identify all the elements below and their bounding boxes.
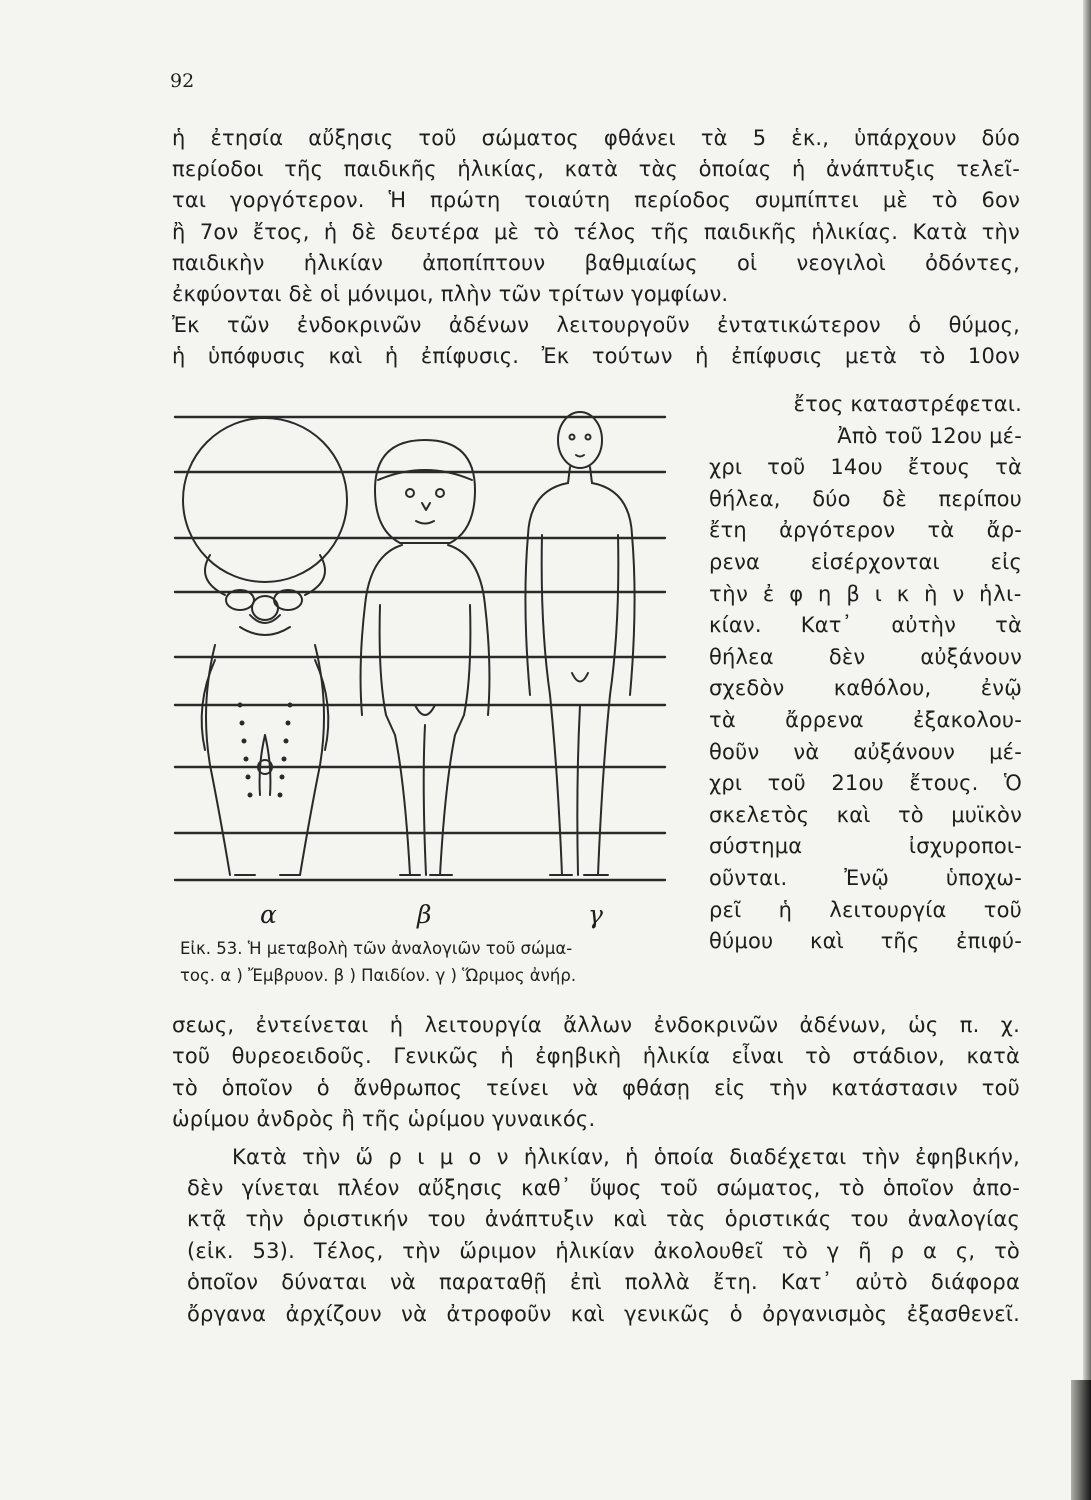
page-number: 92 [170, 70, 195, 92]
page-corner-shadow [1071, 1380, 1091, 1500]
text-line: ἔτη ἀργότερον τὰ ἄρ- [709, 518, 1022, 543]
text-line: χρι τοῦ 14ου ἔτους τὰ [709, 455, 1022, 480]
text-line: χρι τοῦ 21ου ἔτους. Ὁ [709, 771, 1022, 796]
adult-figure [525, 412, 634, 875]
caption-line: Εἰκ. 53. Ἡ μεταβολὴ τῶν ἀναλογιῶν τοῦ σώμα- [180, 939, 573, 958]
bottom-paragraphs [172, 1010, 1020, 1330]
figure-label-b: β [417, 900, 432, 929]
aside-paragraph [709, 389, 1022, 958]
text-line: σχεδὸν καθόλου, ἐνῷ [709, 676, 1022, 701]
text-line: ὡρίμου ἀνδρὸς ἢ τῆς ὡρίμου γυναικός. [172, 1107, 596, 1132]
text-line: δὲν γίνεται πλέον αὔξησις καθ᾽ ὕψος τοῦ σώματος, τὸ ὁποῖον ἀπο- [187, 1176, 1020, 1201]
caption-line: τος. α ) Ἔμβρυον. β ) Παιδίον. γ ) Ὥριμος ἀνήρ. [180, 966, 577, 985]
text-line: σύστημα ἰσχυροποι- [709, 834, 1022, 859]
figure-illustration [170, 405, 690, 945]
text-line: θήλεα δὲν αὐξάνουν [709, 644, 1022, 669]
text-line: ἐκφύονται δὲ οἱ μόνιμοι, πλὴν τῶν τρίτων γομφίων. [172, 282, 729, 307]
figure-label-c: γ [588, 900, 603, 929]
text-line: ἡ ὑπόφυσις καὶ ἡ ἐπίφυσις. Ἐκ τούτων ἡ ἐπίφυσις μετὰ τὸ 10ον [172, 344, 1020, 369]
text-line: ἢ 7ον ἔτος, ἡ δὲ δευτέρα μὲ τὸ τέλος τῆς παιδικῆς ἡλικίας. Κατὰ τὴν [172, 219, 1020, 244]
figure-caption [180, 935, 700, 989]
text-line: σκελετὸς καὶ τὸ μυϊκὸν [709, 802, 1022, 827]
text-line: ρεῖ ἡ λειτουργία τοῦ [709, 897, 1022, 922]
text-line: οῦνται. Ἐνῷ ὑποχω- [709, 865, 1022, 890]
text-line: ται γοργότερον. Ἡ πρώτη τοιαύτη περίοδος συμπίπτει μὲ τὸ 6ον [172, 188, 1020, 213]
text-line: τὰ ἄρρενα ἐξακολου- [709, 707, 1022, 732]
text-line: τὴν ἐ φ η β ι κ ὴ ν ἡλι- [709, 581, 1022, 606]
text-line: ἔτος καταστρέφεται. [793, 392, 1022, 416]
text-line: θοῦν νὰ αὐξάνουν μέ- [709, 739, 1022, 764]
text-line: περίοδοι τῆς παιδικῆς ἡλικίας, κατὰ τὰς ὁποίας ἡ ἀνάπτυξις τελεῖ- [172, 157, 1020, 182]
body-proportions-figure [170, 405, 690, 945]
text-line: κτᾷ τὴν ὁριστικήν του ἀνάπτυξιν καὶ τὰς ὁριστικάς του ἀναλογίας [187, 1207, 1020, 1232]
text-line: παιδικὴν ἡλικίαν ἀποπίπτουν βαθμιαίως οἱ νεογιλοὶ ὀδόντες, [172, 250, 1020, 275]
figure-label-a: α [260, 900, 277, 929]
text-line: θύμου καὶ τῆς ἐπιφύ- [709, 929, 1022, 954]
proportion-grid-lines [175, 417, 665, 880]
text-line: Ἀπὸ τοῦ 12ου μέ- [837, 423, 1022, 448]
page-spine-shadow [1083, 0, 1091, 1500]
text-line: Κατὰ τὴν ὥ ρ ι μ ο ν ἡλικίαν, ἡ ὁποία διαδέχεται τὴν ἐφηβικήν, [232, 1144, 1020, 1169]
text-line: ὄργανα ἀρχίζουν νὰ ἀτροφοῦν καὶ γενικῶς ὁ ὀργανισμὸς ἐξασθενεῖ. [187, 1301, 1020, 1326]
text-line: θήλεα, δύο δὲ περίπου [709, 486, 1022, 511]
text-line: σεως, ἐντείνεται ἡ λειτουργία ἄλλων ἐνδοκρινῶν ἀδένων, ὡς π. χ. [172, 1013, 1020, 1037]
text-line: τὸ ὁποῖον ὁ ἄνθρωπος τείνει νὰ φθάσῃ εἰς τὴν κατάστασιν τοῦ [172, 1075, 1020, 1100]
top-paragraphs [172, 123, 1020, 373]
text-line: Ἐκ τῶν ἐνδοκρινῶν ἀδένων λειτουργοῦν ἐντατικώτερον ὁ θύμος, [172, 313, 1020, 338]
text-line: κίαν. Κατ᾽ αὐτὴν τὰ [709, 613, 1022, 638]
embryo-figure [183, 418, 347, 875]
text-line: ὁποῖον δύναται νὰ παραταθῇ ἐπὶ πολλὰ ἔτη. Κατ᾽ αὐτὸ διάφορα [187, 1270, 1020, 1295]
text-line: ρενα εἰσέρχονται εἰς [709, 549, 1022, 574]
text-line: (εἰκ. 53). Τέλος, τὴν ὥριμον ἡλικίαν ἀκολουθεῖ τὸ γ ῆ ρ α ς, τὸ [187, 1238, 1020, 1263]
text-line: ἡ ἐτησία αὔξησις τοῦ σώματος φθάνει τὰ 5 ἑκ., ὑπάρχουν δύο [172, 126, 1020, 150]
text-line: τοῦ θυρεοειδοῦς. Γενικῶς ἡ ἐφηβικὴ ἡλικία εἶναι τὸ στάδιον, κατὰ [172, 1044, 1020, 1069]
